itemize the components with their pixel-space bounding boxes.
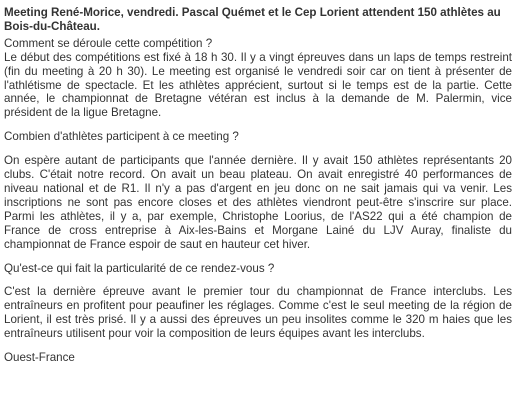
spacer [4,120,512,130]
interview-question: Qu'est-ce qui fait la particularité de ce rendez-vous ? [4,261,275,275]
spacer [4,341,512,351]
spacer [4,275,512,285]
article-source: Ouest-France [4,351,75,365]
article [4,6,512,365]
interview-answer: On espère autant de participants que l'année dernière. Il y avait 150 athlètes représentants 20 clubs. C'était notre record. On avait un beau plateau. On avait enregistré 40 performances de niveau national et de R1. Il n'y a pas d'argent en jeu donc on ne sait jamais qui va venir. Les inscriptions ne sont pas encore closes et des athlètes viendront peut-être s'inscrire sur place. Parmi les athlètes, il y a, par exemple, Christophe Loorius, de l'AS22 qui a été champion de France de cross entreprise à Aix-les-Bains et Morgane Lainé du LJV Auray, finaliste du championnat de France espoir de saut en hauteur cet hiver. [4,154,512,251]
interview-question: Combien d'athlètes participent à ce meeting ? [4,130,239,144]
interview-question: Comment se déroule cette compétition ? [4,36,213,50]
spacer [4,144,512,154]
interview-answer: C'est la dernière épreuve avant le premier tour du championnat de France interclubs. Les entraîneurs en profitent pour peaufiner les réglages. Comme c'est le seul meeting de la région de Lorient, il est très prisé. Il y a aussi des épreuves un peu insolites comme le 320 m haies que les entraîneurs utilisent pour voir la composition de leurs équipes avant les interclubs. [4,285,512,341]
interview-answer: Le début des compétitions est fixé à 18 h 30. Il y a vingt épreuves dans un laps de temps restreint (fin du meeting à 20 h 30). Le meeting est organisé le vendredi soir car on tient à présenter de l'athlétisme de spectacle. Et les athlètes apprécient, surtout si le temps est de la partie. Cette année, le championnat de Bretagne vétéran est inclus à la demande de M. Palermin, vice président de la ligue Bretagne. [4,50,512,120]
article-title: Meeting René-Morice, vendredi. Pascal Quémet et le Cep Lorient attendent 150 athlètes au Bois-du-Château. [4,6,501,33]
spacer [4,252,512,262]
